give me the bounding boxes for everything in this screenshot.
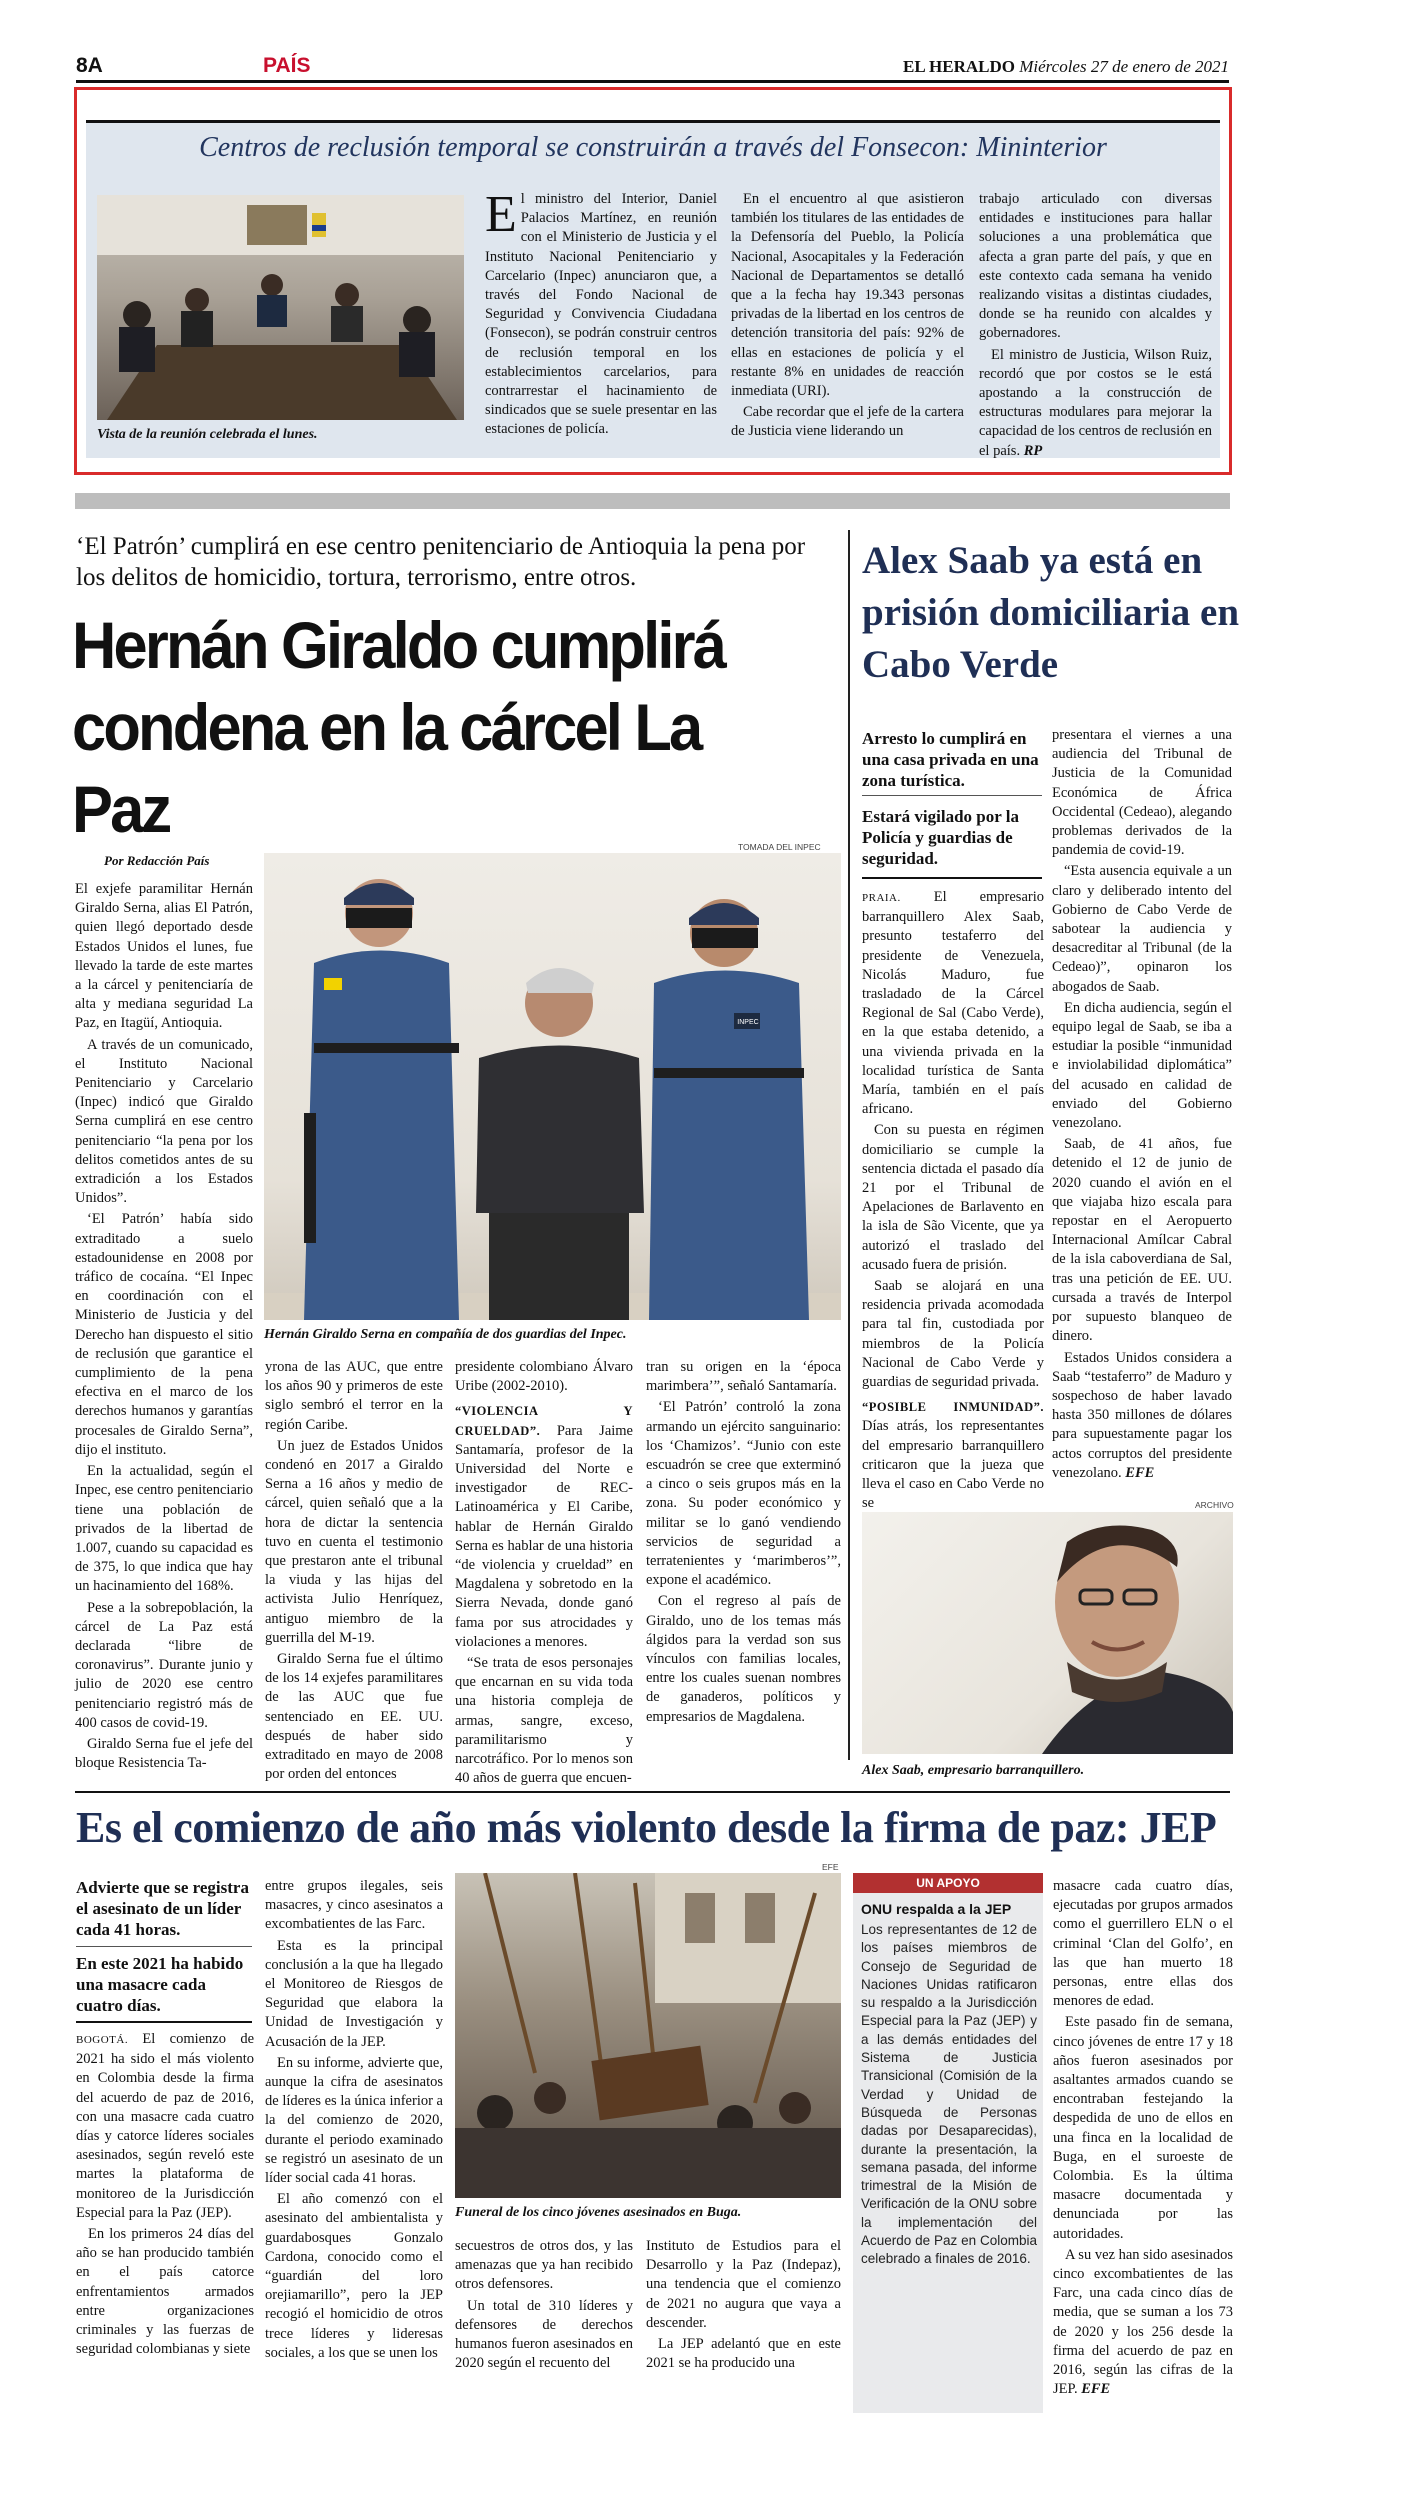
jep-photo [455,1873,841,2198]
jep-col4-p1: Instituto de Estudios para el Desarrollo y la Paz (Indepaz), una tendencia que el comienzo de 2021 no augura que vaya a descender. [646,2238,841,2331]
jep-column-2 [265,1877,443,2365]
giraldo-col1-p5: Pese a la sobrepoblación, la cárcel de La Paz está declarada “libre de coronavirus”. Durante junio y julio de 2020 ese centro penitenciario registró más de 400 casos de covid-19. [75,1599,253,1731]
saab-col1-p2: Con su puesta en régimen domiciliario se cumple la sentencia dictada el pasado día 21 por el Tribunal de Apelaciones de Barlavento en la isla de São Vicente, que ya autorizó el traslado del acusado fuera de prisión. [862,1122,1044,1273]
jep-signature: EFE [1081,2381,1111,2398]
masthead-date [903,57,1229,77]
box-column-1 [485,186,717,440]
giraldo-col3-p1: Para Jaime Santamaría, profesor de la Universidad del Norte e investigador de REC-Latinoamérica y El Caribe, hablar de Hernán Giraldo Serna es hablar de una historia “de violencia y crueldad” en Magdalena y sobretodo en la Sierra Nevada, donde ganó fama por sus atrocidades y violaciones a menores. [455,1422,633,1650]
jep-kicker-2: En este 2021 ha habido una masacre cada cuatro días. [76,1954,244,2015]
box-col3-p2 [979,346,1212,461]
jep-col1-p1 [76,2030,254,2223]
jep-col2-p1: entre grupos ilegales, seis masacres, y cinco asesinatos a excombatientes de las Farc. [265,1878,443,1933]
giraldo-byline: Por Redacción País [104,853,210,868]
giraldo-col3-subhead [455,1402,633,1652]
box-drop-cap: E [485,186,517,243]
meeting-photo [97,195,464,420]
giraldo-col1-p3: ‘El Patrón’ había sido extraditado a suelo estadounidense en 2008 por tráfico de cocaína. “El Inpec en coordinación con el Ministerio de Justicia y del Derecho han dispuesto el sitio de reclusión que garantice el cumplimiento de la pena efectiva en el marco de los derechos humanos y garantías procesales de Giraldo Serna”, dijo el instituto. [75,1211,253,1458]
box-signature: RP [1023,442,1043,459]
giraldo-col1-p4: En la actualidad, según el Inpec, ese centro penitenciario tiene una población de privados de la libertad de 1.007, cuando su capacidad es de 375, lo que indica que hay un hacinamiento del 168%. [75,1463,253,1595]
giraldo-photo-credit: TOMADA DEL INPEC [738,842,821,852]
saab-signature: EFE [1125,1464,1155,1481]
giraldo-col1-p1: El exjefe paramilitar Hernán Giraldo Serna, alias El Patrón, quien llegó deportado desde Estados Unidos el lunes, fue llevado la tarde de este martes a la cárcel y penitenciaría de alta y mediana seguridad La Paz, en Itagüí, Antioquia. [75,881,253,1032]
header-rule [76,80,1229,83]
giraldo-column-1 [75,880,253,1775]
box-col3-p1: trabajo articulado con diversas entidades e instituciones para hallar soluciones a una problemática que afecta a gran parte del país, y que en este contexto cada semana ha venido realizando visitas a distintas ciudades, donde se ha reunido con alcaldes y gobernadores. [979,191,1212,342]
saab-kicker-rule [862,795,1042,796]
saab-headline: Alex Saab ya está en prisión domiciliaria en Cabo Verde [862,539,1240,686]
jep-col3-p1: secuestros de otros dos, y las amenazas que ya han recibido otros defensores. [455,2238,633,2293]
giraldo-col2-p2: Un juez de Estados Unidos condenó en 2017 a Giraldo Serna a 16 años y medio de cárcel, quien señaló que a la hora de dictar la sentencia tuvo en cuenta el testimonio que prestaron ante el tribunal la viuda y las hijas del activista Julio Henríquez, antiguo miembro de la guerrilla del M-19. [265,1437,443,1646]
box-col3-p2-text: El ministro de Justicia, Wilson Ruiz, recordó que por costos se le está apostando a la construcción de estructuras modulares para mejorar la capacidad de los centros de reclusión en el país. [979,346,1212,459]
jep-col5-p2: Este pasado fin de semana, cinco jóvenes de entre 17 y 18 años fueron asesinados por asaltantes armados cuando se encontraban festejando la despedida de uno de ellos en una finca en la localidad de Buga, en el suroeste de Colombia. Es la última masacre documentada y denunciada por las autoridades. [1053,2014,1233,2242]
jep-column-5 [1053,1877,1233,2401]
jep-col2-p4: El año comenzó con el asesinato del ambientalista y guardabosques Gonzalo Cardona, conocido como el “guardián del loro orejiamarillo”, pero la JEP recogió el homicidio de otros trece líderes y lideresas sociales, a los que se unen los [265,2191,443,2361]
jep-col3-p2: Un total de 310 líderes y defensores de derechos humanos fueron asesinados en 2020 según el recuento del [455,2297,633,2372]
jep-col1-p2: En los primeros 24 días del año se han producido también en el país catorce enfrentamientos armados entre organizaciones criminales y las fuerzas de seguridad colombianas y siete [76,2226,254,2358]
saab-col1-p3: Saab se alojará en una residencia privada acomodada para tal fin, custodiada por miembros de la Policía Nacional de Cabo Verde y guardias de seguridad privada. [862,1278,1044,1391]
bottom-section-rule [75,1791,1230,1793]
giraldo-col2-p1: yrona de las AUC, que entre los años 90 y primeros de este siglo sembró el terror en la región Caribe. [265,1359,443,1433]
saab-col2-p5 [1052,1349,1232,1483]
saab-column-1 [862,888,1044,1516]
giraldo-illustration [264,853,841,1320]
jep-dateline: BOGOTÁ. [76,2034,129,2046]
giraldo-deck: ‘El Patrón’ cumplirá en ese centro penitenciario de Antioquia la pena por los delitos de homicidio, tortura, terrorismo, entre otros. [76,533,806,591]
jep-headline: Es el comienzo de año más violento desde la firma de paz: JEP [76,1803,1217,1852]
jep-illustration [455,1873,841,2198]
jep-column-1 [76,2030,254,2361]
jep-photo-credit: EFE [822,1862,839,1872]
saab-col2-p3: En dicha audiencia, según el equipo legal de Saab, se iba a estudiar la posible “inmunidad e inviolabilidad diplomática” del acusado en calidad de enviado del Gobierno venezolano. [1052,999,1232,1132]
saab-kicker-rule-2 [862,877,1042,879]
giraldo-col1-p6: Giraldo Serna fue el jefe del bloque Resistencia Ta- [75,1735,253,1772]
section-label: PAÍS [263,54,311,77]
violence-subhead: “VIOLENCIA Y CRUELDAD”. [455,1404,633,1438]
box-inner [86,120,1220,458]
sidebar-tag: UN APOYO [853,1873,1043,1893]
giraldo-column-3 [455,1358,633,1790]
saab-col1-p1 [862,888,1044,1119]
giraldo-col3-intro: presidente colombiano Álvaro Uribe (2002-2010). [455,1359,633,1395]
jep-col5-p3 [1053,2246,1233,2400]
giraldo-col3-p2: “Se trata de esos personajes que encarnan en su vida toda una historia compleja de armas, sangre, exceso, paramilitarismo y narcotráfico. Por lo menos son 40 años de guerra que encuen- [455,1655,633,1787]
box-photo-caption: Vista de la reunión celebrada el lunes. [97,427,318,442]
saab-col2-p4: Saab, de 41 años, fue detenido el 12 de junio de 2020 cuando el avión en el que viajaba hizo escala para repostar en el Aeropuerto Internacional Amílcar Cabral de la isla caboverdiana de Sal, tras una petición de EE. UU. cursada a través de Interpol por supuesto blanqueo de dinero. [1052,1136,1232,1345]
jep-column-3 [455,2237,633,2375]
saab-col2-p5-text: Estados Unidos considera a Saab “testaferro” de Maduro y sospechoso de haber lavado hasta 350 millones de dólares para supuestamente pagar los actos corruptos del presidente venezolano. [1052,1349,1232,1481]
jep-col2-p3: En su informe, advierte que, aunque la cifra de asesinatos de líderes es la única inferior a la del comienzo de 2020, durante el periodo examinado se registró un asesinato de un líder social cada 41 horas. [265,2054,443,2187]
brand-name: EL HERALDO [903,57,1015,76]
saab-col1-p1-text: El empresario barranquillero Alex Saab, presunto testaferro del presidente de Venezuela, Nicolás Maduro, fue trasladado de la Cárcel Regional de Sal (Cabo Verde), en la que estaba detenido, a una vivienda privada en la localidad turística de Santa María, también en el país africano. [862,889,1044,1118]
inpec-patch: INPEC [737,1019,759,1026]
immunity-subhead: “POSIBLE INMUNIDAD”. [862,1400,1044,1415]
giraldo-column-4 [646,1358,841,1729]
saab-illustration [862,1512,1233,1754]
issue-date: Miércoles 27 de enero de 2021 [1019,57,1229,76]
sidebar-title: ONU respalda a la JEP [861,1901,1012,1917]
saab-kicker-2: Estará vigilado por la Policía y guardias de seguridad. [862,807,1019,868]
giraldo-headline: Hernán Giraldo cumplirá condena en la cárcel La Paz [72,608,725,846]
un-sidebar [853,1873,1043,2413]
saab-dateline: PRAIA. [862,892,901,904]
jep-kicker-1: Advierte que se registra el asesinato de un líder cada 41 horas. [76,1878,249,1939]
giraldo-caption: Hernán Giraldo Serna en compañía de dos guardias del Inpec. [264,1327,627,1342]
saab-col1-p4-text: Días atrás, los representantes del empresario barranquillero criticaron que la jueza que lleva el caso en Cabo Verde no se [862,1418,1044,1512]
box-col2-p2: Cabe recordar que el jefe de la cartera de Justicia viene liderando un [731,404,964,440]
jep-kicker-rule [76,1946,252,1947]
box-top-rule [86,120,1220,123]
jep-kicker-rule-2 [76,2021,252,2023]
giraldo-col2-p3: Giraldo Serna fue el último de los 14 exjefes paramilitares de las AUC que fue sentenciado en EE. UU. después de haber sido extraditado en mayo de 2008 por orden del entonces [265,1651,443,1783]
page-number: 8A [76,54,103,77]
saab-column-2 [1052,726,1232,1485]
jep-column-4 [646,2237,841,2375]
jep-caption: Funeral de los cinco jóvenes asesinados en Buga. [455,2205,742,2220]
meeting-illustration [97,195,464,420]
saab-kicker-1: Arresto lo cumplirá en una casa privada en una zona turística. [862,729,1039,790]
giraldo-col4-p1: tran su origen en la ‘época marimbera’”, señaló Santamaría. [646,1359,841,1395]
jep-col5-p3-text: A su vez han sido asesinados cinco excombatientes de las Farc, una cada cinco días de media, que se suman a los 73 de 2020 y los 256 desde la firma del acuerdo de paz en 2016, según las cifras de la JEP. [1053,2246,1233,2398]
jep-col5-p1: masacre cada cuatro días, ejecutadas por grupos armados como el guerrillero ELN o el criminal ‘Clan del Golfo’, en las que han muerto 18 personas, entre ellas dos menores de edad. [1053,1878,1233,2010]
jep-col1-p1-text: El comienzo de 2021 ha sido el más violento en Colombia desde la firma del acuerdo de paz de 2016, con una masacre cada cuatro días y catorce líderes sociales asesinados, según reveló este martes la plataforma de monitoreo de la Jurisdicción Especial para la Paz (JEP). [76,2031,255,2221]
giraldo-col1-p2: A través de un comunicado, el Instituto Nacional Penitenciario y Carcelario (Inpec) indicó que Giraldo Serna cumplirá en ese centro penitenciario “la pena por los delitos cometidos antes de su extradición a los Estados Unidos”. [75,1036,253,1207]
saab-col1-p4 [862,1398,1044,1513]
column-separator [848,530,850,1760]
saab-col2-p2: “Esta ausencia equivale a un claro y deliberado intento del Gobierno de Cabo Verde de sabotear la audiencia y desacreditar al Tribunal (de la Cedeao)”, opinaron los abogados de Saab. [1052,863,1232,995]
saab-photo-credit: ARCHIVO [1195,1500,1234,1510]
box-title: Centros de reclusión temporal se construirán a través del Fonsecon: Mininterior [199,132,1107,163]
saab-col2-p1: presentara el viernes a una audiencia del Tribunal de Justicia de la Comunidad Económica de África Occidental (Cedeao), alegando problemas derivados de la pandemia de covid-19. [1052,727,1232,859]
box-column-3 [979,190,1212,463]
saab-caption: Alex Saab, empresario barranquillero. [862,1763,1085,1778]
giraldo-photo [264,853,841,1320]
giraldo-column-2 [265,1358,443,1786]
saab-photo [862,1512,1233,1754]
jep-col4-p2: La JEP adelantó que en este 2021 se ha producido una [646,2336,841,2372]
box-col1-text: l ministro del Interior, Daniel Palacios Martínez, en reunión con el Ministerio de Justicia y el Instituto Nacional Penitenciario y Carcelario (Inpec) anunciaron que, a través del Fondo Nacional de Seguridad y Convivencia Ciudadana (Fonsecon), se podrán construir centros de reclusión temporal en los establecimientos carcelarios, para contrarrestar el hacinamiento de sindicados que se suele presentar en las estaciones de policía. [485,191,717,438]
giraldo-col4-p3: Con el regreso al país de Giraldo, uno de los temas más álgidos para la verdad son sus vínculos con familias locales, entre los cuales suenan nombres de ganaderos, políticos y empresarios de Magdalena. [646,1593,841,1725]
mininterior-box [74,87,1232,475]
sidebar-text: Los representantes de 12 de los países miembros de Consejo de Seguridad de Naciones Unidas ratificaron su respaldo a la Jurisdicción Especial para la Paz (JEP) y a las demás entidades del Sistema de Justicia Transicional (Comisión de la Verdad y Unidad de Búsqueda de Personas dadas por Desaparecidas), durante la presentación, la semana pasada, del informe trimestral de la Misión de Verificación de la ONU sobre la implementación del Acuerdo de Paz en Colombia celebrado a finales de 2016. [861,1922,1037,2267]
box-col2-p1: En el encuentro al que asistieron también los titulares de las entidades de la Defensoría del Pueblo, la Policía Nacional, Asocapitales y la Federación Nacional de Departamentos se detalló que a la fecha hay 19.343 personas privadas de la libertad en los centros de detención transitoria del país: 92% de ellas en estaciones de policía y el restante 8% en unidades de reacción inmediata (URI). [731,191,964,400]
gray-divider [75,493,1230,509]
jep-col2-p2: Esta es la principal conclusión a la que ha llegado el Monitoreo de Riesgos de Seguridad que elabora la Unidad de Investigación y Acusación de la JEP. [265,1937,443,2050]
box-column-2 [731,190,964,444]
giraldo-col4-p2: ‘El Patrón’ controló la zona armando un ejército sanguinario: los ‘Chamizos’. “Junio con este escuadrón se cree que exterminó a cinco o seis grupos más en la zona. Su poder económico y militar se lo ganó vendiendo servicios de seguridad a terratenientes y ‘marimberos’”, expone el académico. [646,1399,841,1589]
